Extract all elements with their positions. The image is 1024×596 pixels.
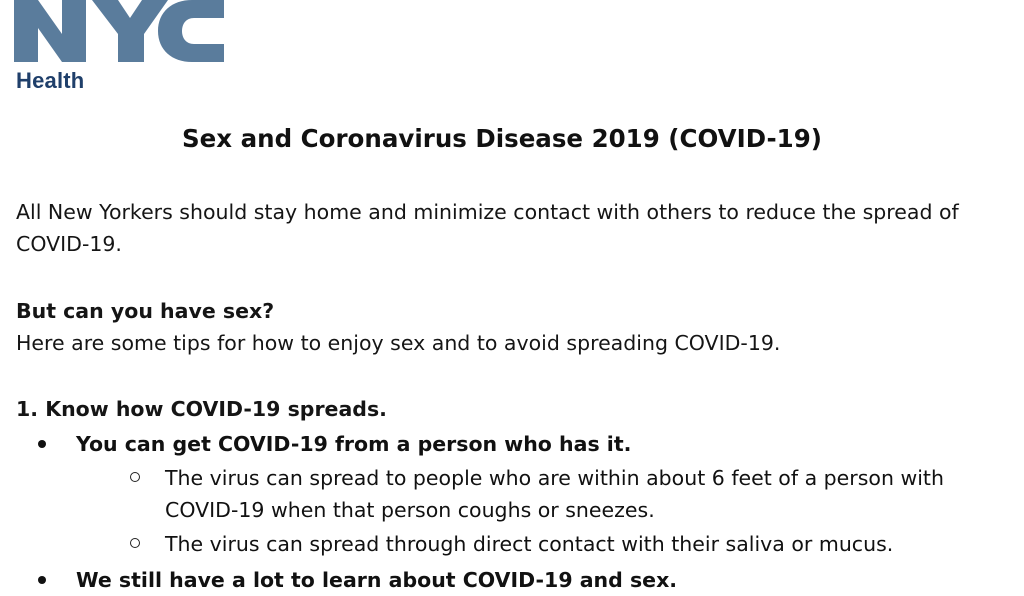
nyc-health-logo: [14, 0, 224, 100]
circle-bullet-icon: [130, 472, 140, 482]
question-heading: But can you have sex?: [16, 299, 275, 323]
bullet-1-text: You can get COVID-19 from a person who has it.: [76, 432, 632, 456]
intro-paragraph: All New Yorkers should stay home and minimize contact with others to reduce the spread of COVID-19.: [16, 200, 959, 256]
logo-health-text: Health: [16, 68, 85, 93]
bullet-icon: [38, 576, 46, 584]
sub-bullet-1-text: The virus can spread to people who are within about 6 feet of a person with COVID-19 when that person coughs or sneezes.: [165, 466, 944, 522]
sub-bullet-2-text: The virus can spread through direct contact with their saliva or mucus.: [165, 532, 894, 556]
circle-bullet-icon: [130, 538, 140, 548]
tips-intro: Here are some tips for how to enjoy sex and to avoid spreading COVID-19.: [16, 331, 781, 355]
bullet-icon: [38, 440, 46, 448]
section-1-heading: 1. Know how COVID-19 spreads.: [16, 397, 387, 421]
document-title: Sex and Coronavirus Disease 2019 (COVID-19): [182, 124, 822, 153]
nyc-logo-icon: [14, 0, 224, 68]
bullet-2-text: We still have a lot to learn about COVID-19 and sex.: [76, 568, 678, 592]
